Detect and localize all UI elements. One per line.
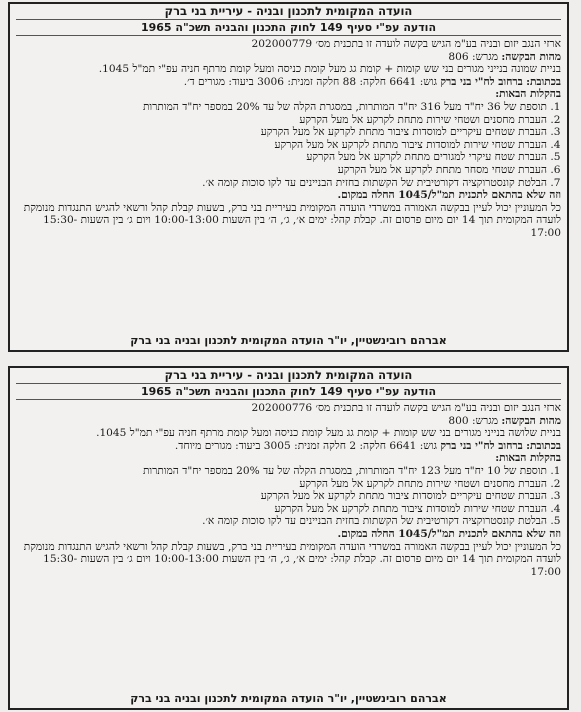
request-value: מגרש: 806: [448, 50, 499, 63]
address-line: [16, 440, 561, 453]
address-value: ברחוב לח"י בני ברק: [440, 75, 523, 88]
relief-item: 6. העברת שטחי מסחר מתחת לקרקע אל מעל הקרקע: [16, 164, 547, 177]
reliefs-label: בהקלות הבאות:: [495, 88, 561, 101]
parcel-info: גוש: 6641 חלקה: 88 חלקה זמנית: 3006 ביעוד: מגורים ד׳.: [183, 75, 438, 88]
request-label: מהות הבקשה:: [501, 50, 561, 63]
inspection-text: כל המעוניין יכול לעיין בבקשה האמורה במשרדי הועדה המקומית בעיריית בני ברק, בשעות קבלת קהל ורשאי להגיש התנגדות מנומקת לועדה המקומית תוך 14 יום מיום פרסום זה. קבלת קהל: ימים א׳, ג׳, ה׳ בין השעות 10:00-13:00 ויום ג׳ בין השעות 15:30-17:00: [23, 540, 561, 578]
signature: אברהם רובינשטיין, יו"ר הועדה המקומית לתכנון ובניה בני ברק: [130, 334, 447, 347]
relief-item: 3. העברת שטחים עיקריים למוסדות ציבור מתחת לקרקע אל מעל הקרקע: [16, 490, 547, 503]
inspection-text: כל המעוניין יכול לעיין בבקשה האמורה במשרדי הועדה המקומית בעיריית בני ברק, בשעות קבלת קהל ורשאי להגיש התנגדות מנומקת לועדה המקומית תוך 14 יום מיום פרסום זה. קבלת קהל: ימים א׳, ג׳, ה׳ בין השעות 10:00-13:00 ויום ג׳ בין השעות 15:30-17:00: [23, 201, 561, 239]
address-value: ברחוב לח"י בני ברק: [440, 439, 523, 452]
relief-item: 5. העברת שטח עיקרי למגורים מתחת לקרקע אל מעל הקרקע: [16, 151, 547, 164]
public-notice-2: [8, 366, 569, 710]
committee-header: הועדה המקומית לתכנון ובניה - עיריית בני ברק: [16, 368, 561, 384]
applicant-intro: ארזי הנגב יזום ובניה בע"מ הגיש בקשה לועדה זו בתכנית מס׳ 202000776: [251, 402, 561, 414]
relief-item: 2. העברת מחסנים ושטחי שירות מתחת לקרקע אל מעל הקרקע: [16, 478, 547, 491]
relief-item: 3. העברת שטחים עיקריים למוסדות ציבור מתחת לקרקע אל מעל הקרקע: [16, 126, 547, 139]
public-notice-1: [8, 2, 569, 352]
address-label: בכתובת:: [526, 439, 561, 452]
address-label: בכתובת:: [526, 75, 561, 88]
relief-item: 1. תוספת של 10 יח"ד מעל 123 יח"ד המותרות, במסגרת הקלה של עד 20% במספר יח"ד המותרות: [16, 465, 547, 478]
conformity-note: וזה שלא בהתאם לתכנית תמ"ל/1045 החלה במקום.: [337, 527, 561, 540]
address-line: [16, 76, 561, 89]
relief-item: 5. הבלטת קונסטרוקציה דקורטיבית של הקשתות בחזית הבניינים עד לקו סוכות קומה א׳.: [16, 515, 547, 528]
reliefs-list: [16, 465, 561, 528]
notice-subheader: הודעה עפ"י סעיף 149 לחוק התכנון והבניה תשכ"ה 1965: [16, 384, 561, 400]
parcel-info: גוש: 6641 חלקה: 2 חלקה זמנית: 3005 ביעוד: מגורים מיוחד.: [174, 439, 438, 452]
request-description: בניית שלושה בנייני מגורים בני שש קומות + קומת גג מעל קומת כניסה ומעל קומת מרתף חניה עפ"י תמ"ל 1045.: [96, 427, 561, 440]
conformity-note: וזה שלא בהתאם לתכנית תמ"ל/1045 החלה במקום.: [337, 189, 561, 202]
applicant-intro: ארזי הנגב יזום ובניה בע"מ הגיש בקשה לועדה זו בתכנית מס׳ 202000779: [251, 38, 561, 50]
request-value: מגרש: 800: [448, 414, 499, 427]
reliefs-label: בהקלות הבאות:: [495, 452, 561, 465]
request-description: בניית שמונה בנייני מגורים בני שש קומות + קומת גג מעל קומת כניסה ומעל קומת מרתף חניה עפ"י תמ"ל 1045.: [98, 63, 561, 76]
signature: אברהם רובינשטיין, יו"ר הועדה המקומית לתכנון ובניה בני ברק: [130, 692, 447, 705]
committee-header: הועדה המקומית לתכנון ובניה - עיריית בני ברק: [16, 4, 561, 20]
request-label: מהות הבקשה:: [501, 414, 561, 427]
relief-item: 7. הבלטת קונסטרוקציה דקורטיבית של הקשתות בחזית הבניינים עד לקו סוכות קומה א׳.: [16, 177, 547, 190]
request-line: [16, 51, 561, 64]
notice-subheader: הודעה עפ"י סעיף 149 לחוק התכנון והבניה תשכ"ה 1965: [16, 20, 561, 36]
request-line: [16, 415, 561, 428]
relief-item: 4. העברת שטחי שירות למוסדות ציבור מתחת לקרקע אל מעל הקרקע: [16, 503, 547, 516]
reliefs-list: [16, 101, 561, 189]
relief-item: 1. תוספת של 36 יח"ד מעל 316 יח"ד המותרות, במסגרת הקלה של עד 20% במספר יח"ד המותרות: [16, 101, 547, 114]
relief-item: 2. העברת מחסנים ושטחי שירות מתחת לקרקע אל מעל הקרקע: [16, 114, 547, 127]
relief-item: 4. העברת שטחי שירות למוסדות ציבור מתחת לקרקע אל מעל הקרקע: [16, 139, 547, 152]
